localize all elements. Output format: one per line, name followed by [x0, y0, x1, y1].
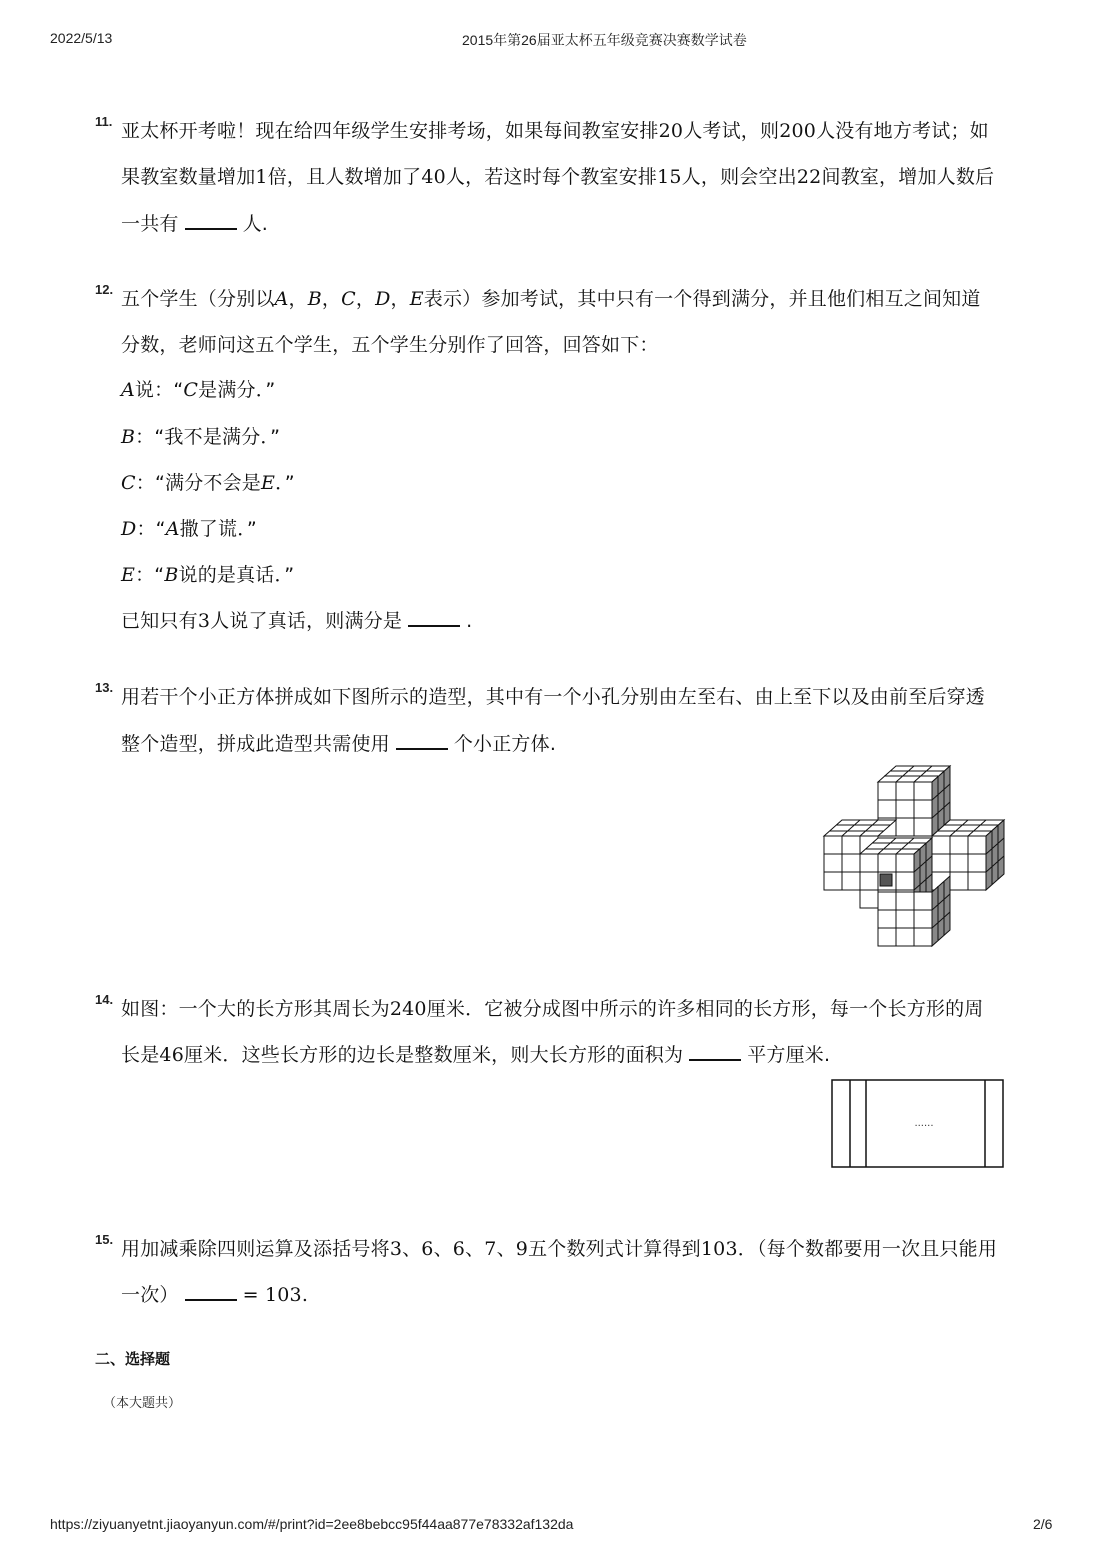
q12-line-last: 已知只有3人说了真话，则满分是 .	[121, 610, 473, 632]
q13-line-2: 整个造型，拼成此造型共需使用 个小正方体.	[121, 733, 557, 755]
section-title: 二、选择题	[95, 1350, 171, 1368]
q12-statement-e: E：“B说的是真话．”	[121, 564, 295, 586]
question-number: 13.	[95, 680, 114, 695]
q11-line-2: 果教室数量增加1倍，且人数增加了40人，若这时每个教室安排15人，则会空出22间教室，增加人数后	[121, 166, 995, 188]
q12-line-2: 分数，老师问这五个学生，五个学生分别作了回答，回答如下：	[121, 334, 659, 356]
q13-line-1: 用若干个小正方体拼成如下图所示的造型，其中有一个小孔分别由左至右、由上至下以及由前至后穿透	[121, 686, 986, 708]
q11-line-1: 亚太杯开考啦！现在给四年级学生安排考场，如果每间教室安排20人考试，则200人没有地方考试；如	[121, 120, 989, 142]
q14-line-2: 长是46厘米．这些长方形的边长是整数厘米，则大长方形的面积为 平方厘米.	[121, 1044, 831, 1066]
q12-statement-b: B：“我不是满分．”	[121, 426, 281, 448]
document-title: 2015年第26届亚太杯五年级竞赛决赛数学试卷	[462, 32, 747, 48]
print-date: 2022/5/13	[50, 30, 113, 46]
ellipsis-dots: ......	[914, 1118, 934, 1129]
question-number: 11.	[95, 114, 113, 129]
question-number: 14.	[95, 992, 114, 1007]
answer-blank[interactable]	[689, 1043, 741, 1061]
answer-blank[interactable]	[185, 1283, 237, 1301]
q12-statement-d: D：“A撒了谎．”	[121, 518, 257, 540]
page-number: 2/6	[1033, 1516, 1053, 1532]
section-note: （本大题共）	[103, 1396, 182, 1411]
q15-line-1: 用加减乘除四则运算及添括号将3、6、6、7、9五个数列式计算得到103．（每个数都要用一次且只能用	[121, 1238, 998, 1260]
page-url: https://ziyuanyetnt.jiaoyanyun.com/#/print?id=2ee8bebcc95f44aa877e78332af132da	[50, 1516, 574, 1532]
q12-statement-a: A说：“C是满分．”	[121, 379, 276, 401]
q15-line-2: 一次） = 103.	[121, 1284, 309, 1306]
q11-line-3: 一共有 人.	[121, 213, 269, 235]
answer-blank[interactable]	[185, 212, 237, 230]
right-arm	[932, 820, 1004, 890]
rectangle-figure	[830, 1078, 1006, 1170]
answer-blank[interactable]	[408, 609, 460, 627]
question-number: 12.	[95, 282, 114, 297]
answer-blank[interactable]	[396, 732, 448, 750]
question-number: 15.	[95, 1232, 114, 1247]
q12-line-1: 五个学生（分别以A，B，C，D，E表示）参加考试，其中只有一个得到满分，并且他们相互之间知道	[121, 288, 981, 310]
cube-cross-figure	[820, 762, 1010, 952]
q14-line-1: 如图：一个大的长方形其周长为240厘米．它被分成图中所示的许多相同的长方形，每一个长方形的周	[121, 998, 984, 1020]
q12-statement-c: C：“满分不会是E．”	[121, 472, 295, 494]
